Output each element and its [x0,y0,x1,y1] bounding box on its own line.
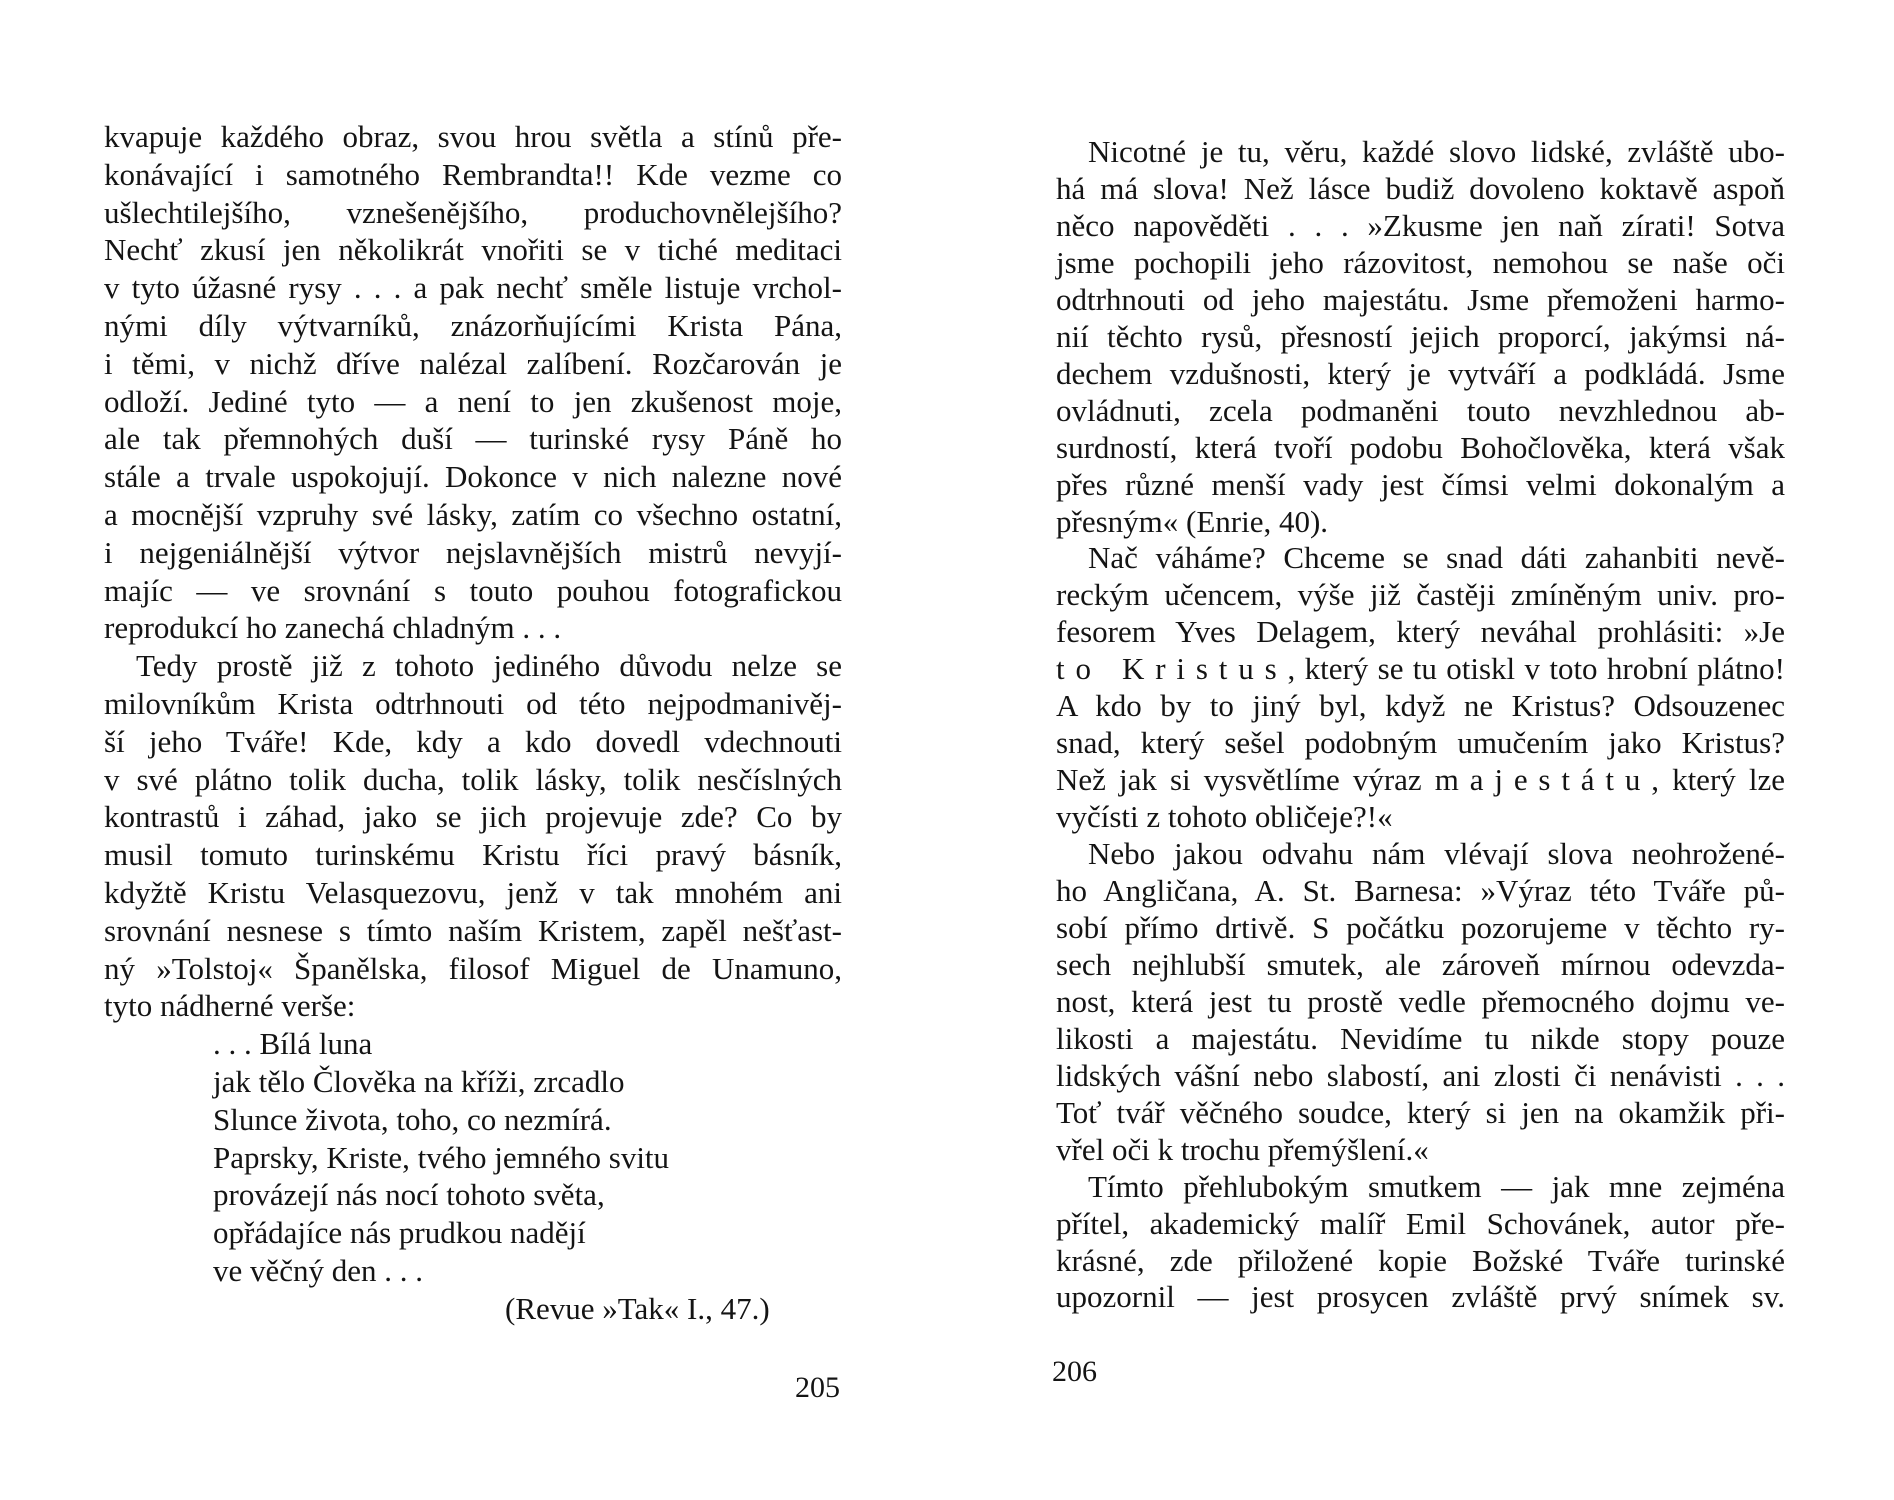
text-run: , který se tu otiskl v toto hrobní plátno! [1287,651,1785,687]
verse-line: opřádajíce nás prudkou nadějí [213,1215,586,1251]
text-line: srovnání nesnese s tímto naším Kristem, zapěl nešťast- [104,912,842,948]
text-line: Nechť zkusí jen několikrát vnořiti se v tiché meditaci [104,232,842,268]
text-line: sobí přímo drtivě. S počátku pozorujeme v těchto ry- [1056,909,1785,945]
text-line: sech nejhlubší smutek, ale zároveň mírnou odevzda- [1056,946,1785,982]
text-line: v tyto úžasné rysy . . . a pak nechť směle listuje vrchol- [104,270,842,306]
text-line: kontrastů i záhad, jako se jich projevuje zde? Co by [104,799,842,835]
text-line: jsme pochopili jeho rázovitost, nemohou se naše oči [1056,244,1785,280]
text-line: konávající i samotného Rembrandta!! Kde vezme co [104,156,842,192]
text-line: odtrhnouti od jeho majestátu. Jsme přemoženi harmo- [1056,281,1785,317]
text-line: a mocnější vzpruhy své lásky, zatím co všechno ostatní, [104,497,842,532]
text-line [1056,650,1785,688]
verse-line: jak tělo Člověka na kříži, zrcadlo [213,1064,625,1099]
verse-line: Paprsky, Kriste, tvého jemného svitu [213,1139,670,1175]
text-line: krásné, zde přiložené kopie Božské Tváře turinské [1056,1242,1785,1278]
text-line: nými díly výtvarníků, znázorňujícími Krista Pána, [104,308,842,343]
page-number-left: 205 [795,1371,840,1404]
text-line: Nač váháme? Chceme se snad dáti zahanbiti nevě- [1088,540,1785,576]
text-line: kvapuje každého obraz, svou hrou světla a stínů pře- [104,119,842,154]
text-line: ale tak přemnohých duší — turinské rysy Páně ho [104,421,842,457]
text-line: ší jeho Tváře! Kde, kdy a kdo dovedl vdechnouti [104,723,842,759]
text-line: likosti a majestátu. Nevidíme tu nikde stopy pouze [1056,1020,1785,1056]
text-line: odloží. Jediné tyto — a není to jen zkušenost moje, [104,383,842,419]
text-line: reprodukcí ho zanechá chladným . . . [104,610,562,646]
text-run: Než jak si vysvětlíme výraz [1056,762,1435,798]
verse-citation: (Revue »Tak« I., 47.) [505,1290,770,1326]
text-line: ný »Tolstoj« Španělska, filosof Miguel de Unamuno, [104,950,842,986]
text-line: surdností, která tvoří podobu Bohočlověka, která však [1056,429,1785,465]
text-line: reckým učencem, výše již častěji zmíněným univ. pro- [1056,577,1785,613]
text-line: něco napověděti . . . »Zkusme jen naň zírati! Sotva [1056,207,1785,243]
text-line: nií těchto rysů, přesností jejich proporcí, jakýmsi ná- [1056,318,1785,354]
text-line: vřel oči k trochu přemýšlení.« [1056,1131,1429,1167]
letterspaced-emphasis: majestátu [1434,762,1652,798]
text-line: vyčísti z tohoto obličeje?!« [1056,799,1393,835]
text-line: Nicotné je tu, věru, každé slovo lidské, zvláště ubo- [1088,134,1785,169]
text-line: i nejgeniálnější výtvor nejslavnějších mistrů nevyjí- [104,534,842,570]
text-line: v své plátno tolik ducha, tolik lásky, tolik nesčíslných [104,761,842,797]
letterspaced-emphasis: to Kristus [1056,651,1288,687]
text-line: tyto nádherné verše: [104,988,356,1024]
text-line: Tímto přehlubokým smutkem — jak mne zejména [1088,1168,1785,1204]
text-line: kdyžtě Kristu Velasquezovu, jenž v tak mnohém ani [104,875,842,910]
text-line: přesným« (Enrie, 40). [1056,503,1329,539]
verse-line: provázejí nás nocí tohoto světa, [213,1177,605,1213]
right-page [947,0,1894,1500]
text-line: há má slova! Než lásce budiž dovoleno koktavě aspoň [1056,170,1785,206]
text-line: i těmi, v nichž dříve nalézal zalíbení. Rozčarován je [104,345,842,381]
text-line: Nebo jakou odvahu nám vlévají slova neohrožené- [1088,836,1785,872]
text-line: A kdo by to jiný byl, když ne Kristus? Odsouzenec [1056,688,1785,724]
text-line: milovníkům Krista odtrhnouti od této nejpodmanivěj- [104,686,842,721]
text-line: ovládnuti, zcela podmaněni touto nevzhlednou ab- [1056,392,1785,428]
text-line: musil tomuto turinskému Kristu říci pravý básník, [104,837,842,873]
text-line: majíc — ve srovnání s touto pouhou fotografickou [104,572,842,608]
text-line: Tedy prostě již z tohoto jediného důvodu nelze se [136,648,842,684]
text-line: snad, který sešel podobným umučením jako Kristus? [1056,725,1785,761]
verse-line: . . . Bílá luna [213,1026,373,1062]
text-run: , který lze [1651,762,1785,798]
text-line: lidských vášní nebo slabostí, ani zlosti či nenávisti . . . [1056,1057,1785,1093]
page-number-right: 206 [1052,1355,1097,1388]
text-line: přes různé menší vady jest čímsi velmi dokonalým a [1056,466,1785,502]
text-line: stále a trvale uspokojují. Dokonce v nich nalezne nové [104,459,842,495]
text-line: dechem vzdušnosti, který je vytváří a podkládá. Jsme [1056,355,1785,391]
text-line: nost, která jest tu prostě vedle přemocného dojmu ve- [1056,983,1785,1019]
text-line: ušlechtilejšího, vznešenějšího, produchovnělejšího? [104,194,842,230]
text-line: fesorem Yves Delagem, který neváhal prohlásiti: »Je [1056,614,1785,650]
text-line: Toť tvář věčného soudce, který si jen na okamžik při- [1056,1094,1785,1130]
text-line [1056,761,1785,799]
verse-line: Slunce života, toho, co nezmírá. [213,1101,612,1137]
text-line: ho Angličana, A. St. Barnesa: »Výraz této Tváře pů- [1056,873,1785,908]
text-line: upozornil — jest prosycen zvláště prvý snímek sv. [1056,1279,1785,1315]
text-line: přítel, akademický malíř Emil Schovánek, autor pře- [1056,1205,1785,1241]
verse-line: ve věčný den . . . [213,1253,424,1288]
